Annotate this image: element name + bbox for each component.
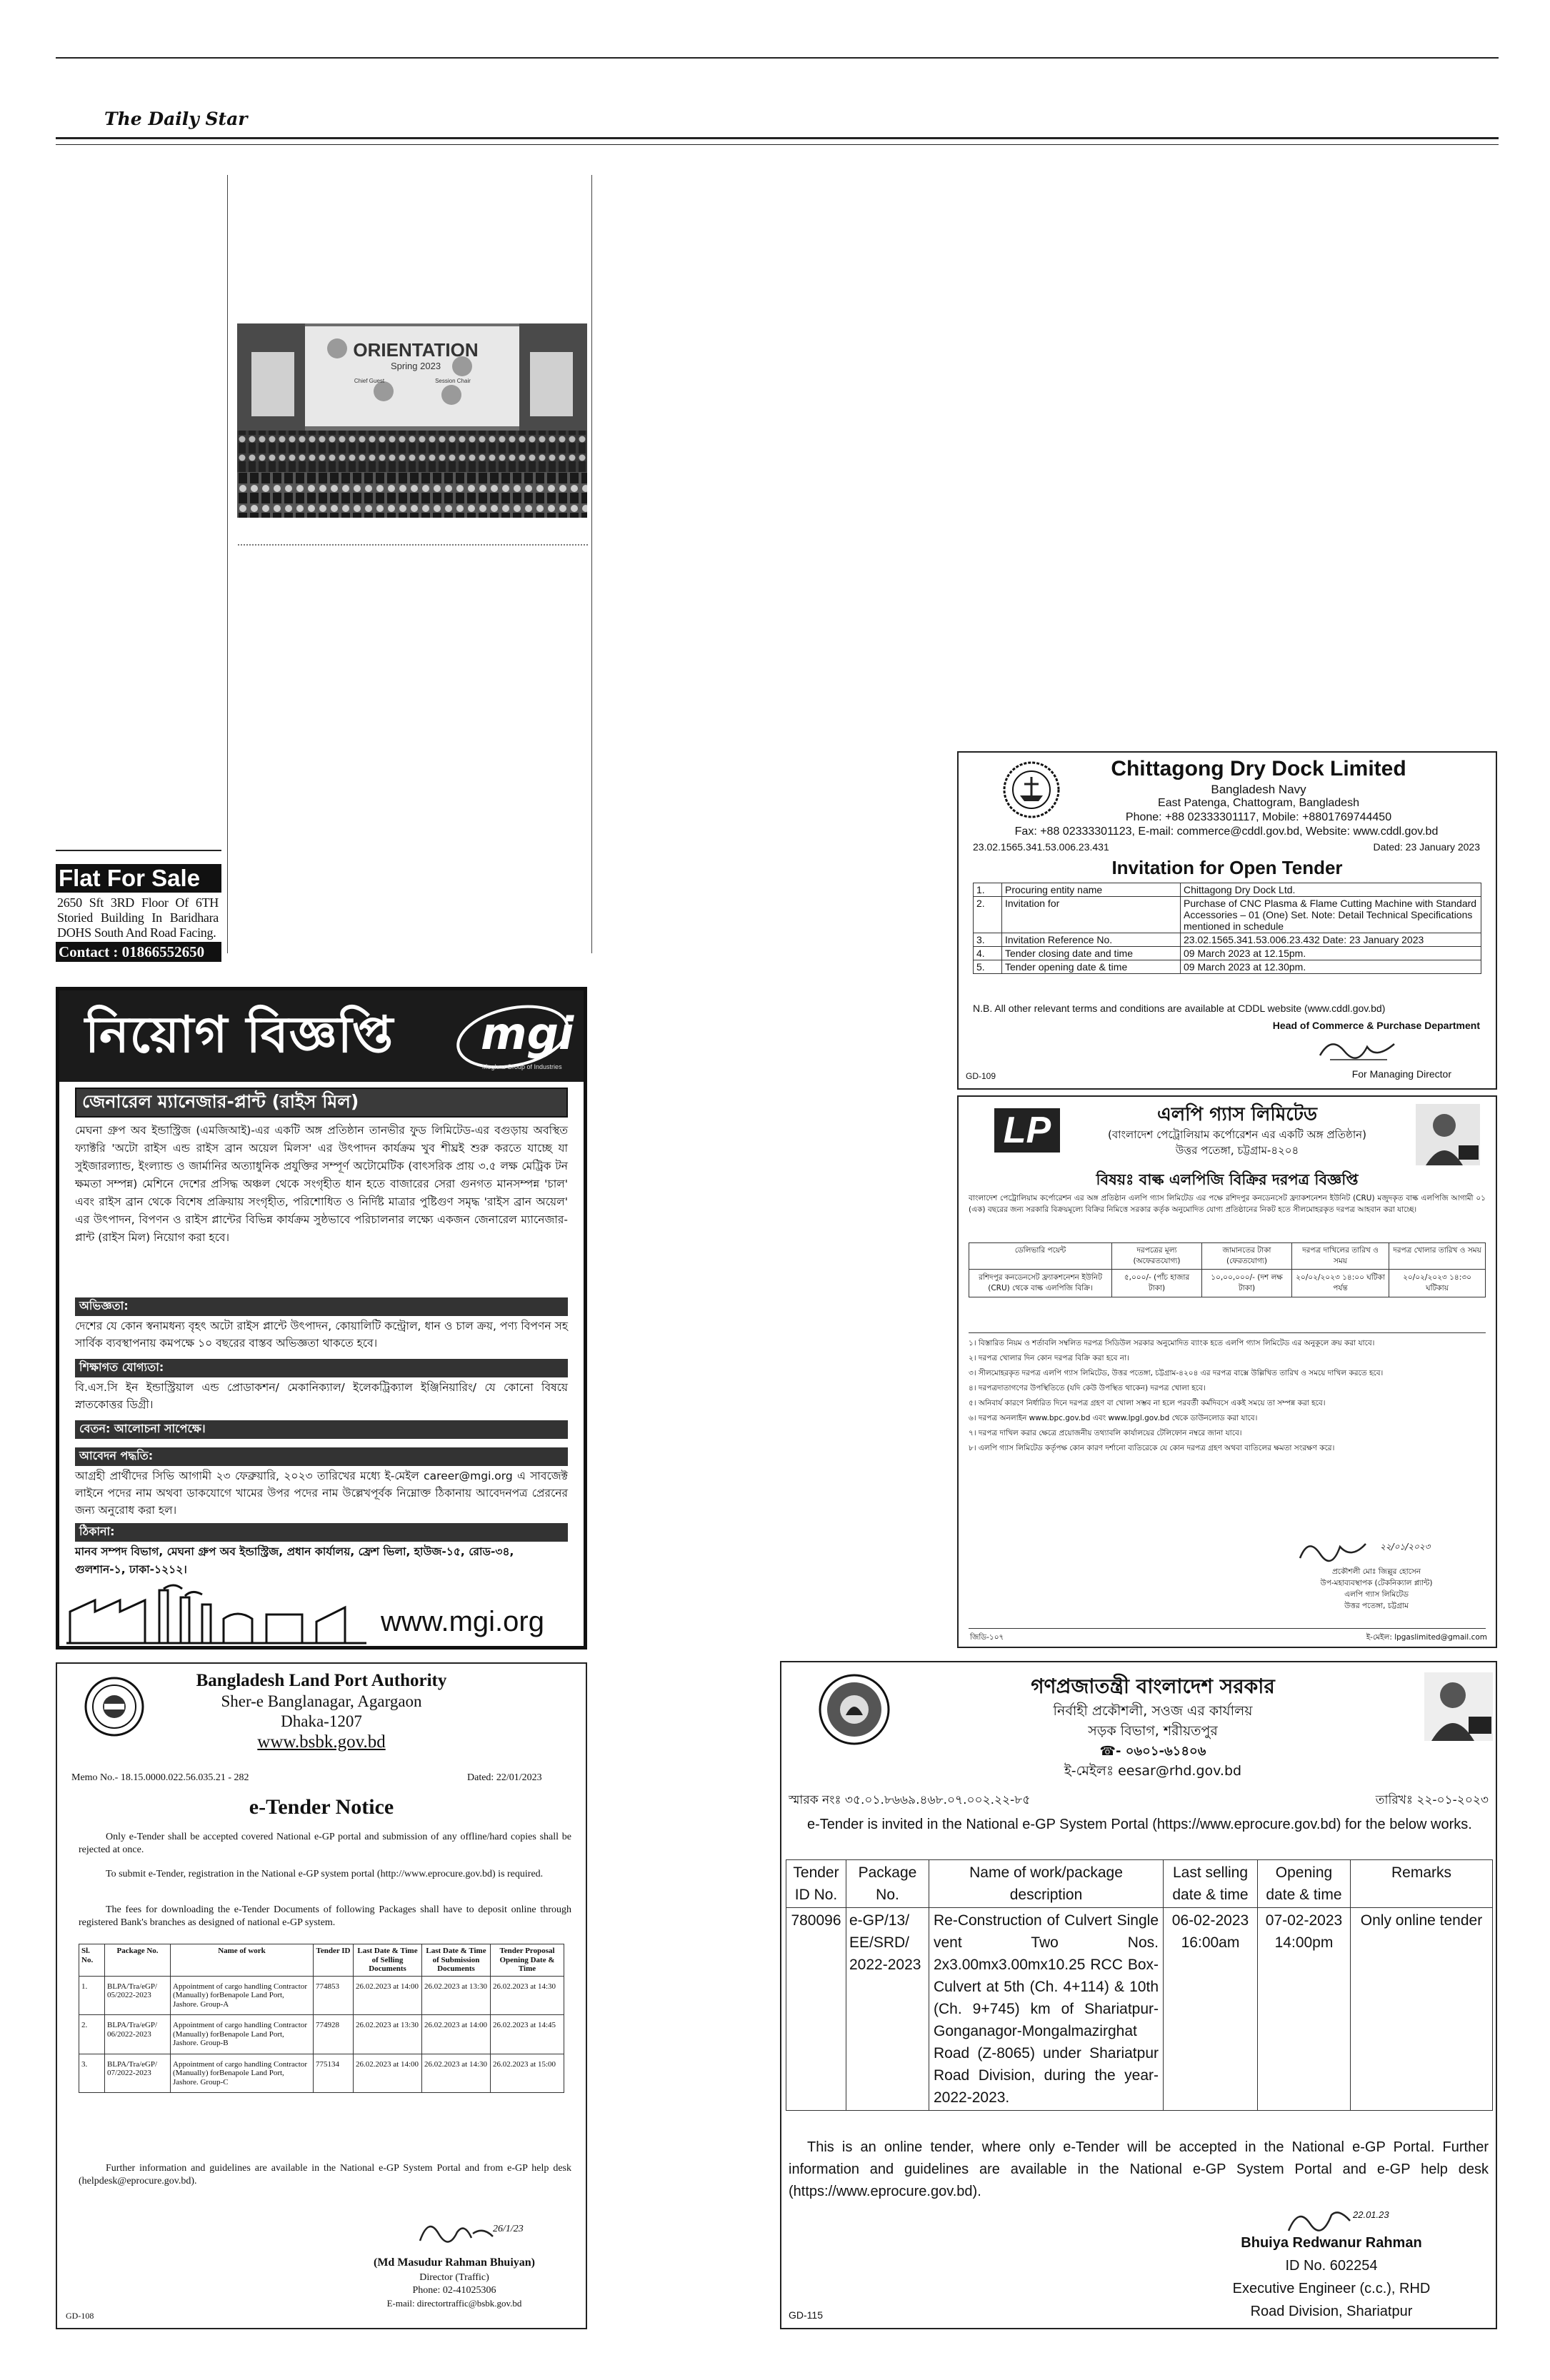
blpa-cell: BLPA/Tra/eGP/ 07/2022-2023 xyxy=(105,2054,171,2093)
blpa-cell: 26.02.2023 at 13:30 xyxy=(422,1976,491,2015)
lp-address: উত্তর পতেঙ্গা, চট্টগ্রাম-৪২০৪ xyxy=(1175,1144,1299,1157)
cddl-signatory-2: For Managing Director xyxy=(1351,1068,1451,1080)
mgi-education-title: শিক্ষাগত যোগ্যতা: xyxy=(75,1359,568,1377)
mgi-address-title: ঠিকানা: xyxy=(75,1523,568,1542)
blpa-signatory-name: (Md Masudur Rahman Bhuiyan) xyxy=(374,2256,535,2269)
blpa-th-submission: Last Date & Time of Submission Documents xyxy=(422,1944,491,1977)
mgi-position-title: জেনারেল ম্যানেজার-প্লান্ট (রাইস মিল) xyxy=(75,1088,568,1118)
rhd-th: Last selling date & time xyxy=(1164,1860,1258,1908)
blpa-email: E-mail: directortraffic@bsbk.gov.bd xyxy=(386,2298,522,2309)
blpa-th-selling: Last Date & Time of Selling Documents xyxy=(354,1944,422,1977)
table-row xyxy=(974,947,1481,960)
blpa-th-work: Name of work xyxy=(171,1944,314,1977)
mgi-headline: নিয়োগ বিজ্ঞপ্তি xyxy=(85,1005,394,1064)
rhd-table xyxy=(786,1859,1493,2111)
cddl-date: Dated: 23 January 2023 xyxy=(1373,841,1480,853)
blpa-cell: Appointment of cargo handling Contractor (Manually) forBenapole Land Port, Jashore. Group-A xyxy=(171,1976,314,2015)
mgi-job-ad xyxy=(56,987,587,1650)
rhd-th: Opening date & time xyxy=(1258,1860,1351,1908)
rhd-office: নির্বাহী প্রকৌশলী, সওজ এর কার্যালয় xyxy=(1053,1703,1253,1719)
lp-portrait-icon xyxy=(1416,1104,1480,1165)
flat-for-sale-ad xyxy=(56,850,221,978)
mgi-website: www.mgi.org xyxy=(381,1606,544,1637)
blpa-cell: 775134 xyxy=(314,2054,354,2093)
rhd-portrait-icon xyxy=(1424,1672,1493,1741)
cddl-org: Chittagong Dry Dock Limited xyxy=(1111,757,1406,780)
blpa-title: e-Tender Notice xyxy=(249,1795,394,1819)
table-row xyxy=(974,883,1481,897)
cddl-tender xyxy=(957,751,1497,1090)
rhd-cell: 07-02-2023 14:00pm xyxy=(1258,1908,1351,2111)
blpa-cell: Appointment of cargo handling Contractor (Manually) forBenapole Land Port, Jashore. Group-C xyxy=(171,2054,314,2093)
blpa-para1: Only e-Tender shall be accepted covered National e-GP portal and submission of any offline/hard copies shall be rejected at once. xyxy=(79,1832,571,1855)
blpa-cell: 774928 xyxy=(314,2015,354,2054)
table-row xyxy=(974,933,1481,947)
table-row xyxy=(969,1270,1486,1297)
rhd-footer: This is an online tender, where only e-Tender will be accepted in the National e-GP Portal. Further information and guidelines are available in the National e-GP System Portal and e-GP help desk (https://www.eprocure.gov.bd). xyxy=(789,2139,1489,2199)
lp-cell: ৫,০০০/- (পাঁচ হাজার টাকা) xyxy=(1112,1270,1202,1297)
lp-signatory-title-1: উপ-মহাব্যবস্থাপক (টেকনিক্যাল প্ল্যান্ট) xyxy=(1320,1579,1433,1587)
mgi-logo-sub: Meghna Group of Industries xyxy=(482,1063,562,1070)
orientation-season: Spring 2023 xyxy=(390,361,441,371)
masthead-rule-2 xyxy=(56,144,1499,145)
mgi-address-text: মানব সম্পদ বিভাগ, মেঘনা গ্রুপ অব ইন্ডাস্ট্রিজ, প্রধান কার্যালয়, ফ্রেশ ভিলা, হাউজ-১৫, রোড-৩৪, গুলশান-১, ঢাকা-১২১২। xyxy=(75,1545,514,1576)
rhd-th: Tender ID No. xyxy=(786,1860,846,1908)
cddl-title: Invitation for Open Tender xyxy=(1111,857,1343,878)
flat-ad-contact: Contact : 01866552650 xyxy=(56,942,221,962)
lp-cell: ২০/০২/২০২৩ ১৪:০০ ঘটিকা পর্যন্ত xyxy=(1292,1270,1389,1297)
rhd-th: Remarks xyxy=(1351,1860,1493,1908)
table-row xyxy=(974,960,1481,974)
blpa-date: Dated: 22/01/2023 xyxy=(467,1772,542,1783)
cddl-note: N.B. All other relevant terms and conditions are available at CDDL website (www.cddl.gov.bd) xyxy=(973,1003,1386,1014)
blpa-cell: 3. xyxy=(79,2054,105,2093)
dotted-separator xyxy=(238,544,588,546)
top-rule xyxy=(56,57,1499,59)
rhd-cell: Re-Construction of Culvert Single vent Two Nos. 2x3.00mx3.00mx10.25 RCC Box-Culvert at 5th (Ch. 4+114) & 10th (Ch. 9+745) km of Shariatpur-Gonganagor-Mongalmazirghat Road (Z-8065) under Shariatpur Road Division, during the year-2022-2023. xyxy=(929,1908,1164,2111)
blpa-cell: 26.02.2023 at 15:00 xyxy=(491,2054,564,2093)
blpa-addr1: Sher-e Banglanagar, Agargaon xyxy=(221,1692,422,1710)
blpa-para4: Further information and guidelines are available in the National e-GP System Portal and from e-GP help desk (helpdesk@eprocure.gov.bd). xyxy=(79,2163,571,2186)
rhd-signature-icon xyxy=(1281,2202,1360,2236)
rhd-signature-date: 22.01.23 xyxy=(1353,2209,1389,2220)
rhd-signatory-id: ID No. 602254 xyxy=(1285,2258,1378,2274)
lp-signature-icon xyxy=(1294,1534,1387,1567)
factory-icon xyxy=(66,1583,366,1645)
orientation-banner-text: ORIENTATION xyxy=(353,339,479,361)
orientation-photo xyxy=(237,323,587,518)
cddl-sub: Bangladesh Navy xyxy=(1211,783,1306,796)
blpa-para2: To submit e-Tender, registration in the National e-GP system portal (http://www.eprocure.gov.bd) is required. xyxy=(106,1869,544,1879)
blpa-phone: Phone: 02-41025306 xyxy=(412,2285,496,2296)
blpa-cell: 26.02.2023 at 14:30 xyxy=(491,1976,564,2015)
rhd-th: Package No. xyxy=(846,1860,929,1908)
blpa-cell: 2. xyxy=(79,2015,105,2054)
mgi-header xyxy=(59,990,584,1082)
lp-signatory-title-2: এলপি গ্যাস লিমিটেড xyxy=(1344,1590,1409,1599)
cddl-cell: Procuring entity name xyxy=(1002,883,1181,897)
lp-logo: LP xyxy=(994,1108,1060,1153)
mgi-intro: মেঘনা গ্রুপ অব ইন্ডাস্ট্রিজ (এমজিআই)-এর একটি অঙ্গ প্রতিষ্ঠান তানভীর ফুড লিমিটেড-এর বগুড়ায় অবস্থিত ফ্যাক্টরি 'অটো রাইস এন্ড রাইস ব্রান অয়েল মিলস' এর উৎপাদন কার্যক্রম খুব শীঘ্রই শুরু করতে যাচ্ছে যা সুইজারল্যান্ড, ইংল্যান্ড ও জার্মানির অত্যাধুনিক প্রযুক্তির সম্পূর্ণ অটোমেটিক (বাৎসরিক প্রায় ৩.৫ লক্ষ মেট্রিক টন ক্ষমতা সম্পন্ন) মেশিনে দেশের প্রসিদ্ধ অঞ্চল থেকে সংগৃহীত ধান হতে বাজারের সেরা গুনগত মানসম্পন্ন 'চাল' এবং রাইস ব্রান থেকে বিশেষ প্রক্রিয়ায় সংগৃহীত, পরিশোধিত ও নির্দিষ্ট মাত্রার পুষ্টিগুণ সমৃদ্ধ 'রাইস ব্রান অয়েল' এর উৎপাদন, বিপণন ও রাইস প্লান্টের বিভিন্ন কার্যক্রম সুষ্ঠভাবে পরিচালনার লক্ষ্যে একজন জেনারেল ম্যানেজার-প্লান্ট (রাইস মিল) নিয়োগ করা হবে। xyxy=(75,1124,568,1244)
mgi-salary: বেতন: আলোচনা সাপেক্ষে। xyxy=(75,1420,568,1439)
blpa-cell: BLPA/Tra/eGP/ 06/2022-2023 xyxy=(105,2015,171,2054)
cddl-signature-icon xyxy=(1316,1031,1401,1067)
rhd-th: Name of work/package description xyxy=(929,1860,1164,1908)
rhd-date: তারিখঃ ২২-০১-২০২৩ xyxy=(1375,1793,1489,1807)
mgi-experience-text: দেশের যে কোন স্বনামধন্য বৃহৎ অটো রাইস প্লান্টে উৎপাদন, কোয়ালিটি কন্ট্রোল, ধান ও চাল ক্রয়, পণ্য বিপণন সহ সার্বিক ব্যবস্থাপনায় কমপক্ষে ১০ বছরের বাস্তব অভিজ্ঞতা থাকতে হবে। xyxy=(75,1320,568,1350)
table-row xyxy=(974,897,1481,933)
cddl-cell: 1. xyxy=(974,883,1002,897)
mgi-education-text: বি.এস.সি ইন ইন্ডাস্ট্রিয়াল এন্ড প্রোডাকশন/ মেকানিক্যাল/ ইলেকট্রিক্যাল ইঞ্জিনিয়ারিং/ যে কোনো বিষয়ে স্নাতকোত্তর ডিগ্রী। xyxy=(75,1381,568,1411)
masthead-rule-1 xyxy=(56,137,1499,139)
lp-org: এলপি গ্যাস লিমিটেড xyxy=(1156,1104,1318,1125)
lp-table xyxy=(969,1242,1486,1297)
blpa-memo: Memo No.- 18.15.0000.022.56.035.21 - 282 xyxy=(71,1772,249,1783)
blpa-tender-notice xyxy=(56,1662,587,2329)
lp-th: ডেলিভারি পয়েন্ট xyxy=(969,1243,1112,1270)
cddl-cell: 23.02.1565.341.53.006.23.432 Date: 23 January 2023 xyxy=(1181,933,1481,947)
lp-code: জিডি-১০৭ xyxy=(970,1633,1004,1642)
mgi-logo: mgi xyxy=(481,1008,574,1060)
lp-table-header xyxy=(969,1243,1486,1270)
blpa-table-header xyxy=(79,1944,564,1977)
blpa-cell: 774853 xyxy=(314,1976,354,2015)
table-row xyxy=(786,1908,1493,2111)
lp-th: দরপত্র খোলার তারিখ ও সময় xyxy=(1389,1243,1486,1270)
rhd-cell: 06-02-2023 16:00am xyxy=(1164,1908,1258,2111)
column-rule-right xyxy=(591,175,592,953)
lp-cell: ১০,০০,০০০/- (দশ লক্ষ টাকা) xyxy=(1202,1270,1292,1297)
lp-signatory-name: প্রকৌশলী মোঃ জিল্লুর হোসেন xyxy=(1331,1567,1421,1576)
lp-cell: ২০/০২/২০২৩ ১৪:৩০ ঘটিকায় xyxy=(1389,1270,1486,1297)
cddl-cell: Tender closing date and time xyxy=(1002,947,1181,960)
cddl-signatory-1: Head of Commerce & Purchase Department xyxy=(1272,1020,1480,1031)
cddl-cell: 09 March 2023 at 12.15pm. xyxy=(1181,947,1481,960)
blpa-cell: BLPA/Tra/eGP/ 05/2022-2023 xyxy=(105,1976,171,2015)
rhd-code: GD-115 xyxy=(789,2309,823,2321)
list-item: ৭। দরপত্র দাখিল করার ক্ষেত্রে প্রয়োজনীয় তথ্যাবলি কার্যালয়ের টেলিফোন নম্বরে জানা যাবে। xyxy=(969,1429,1242,1437)
cddl-cell: Invitation for xyxy=(1002,897,1181,933)
blpa-code: GD-108 xyxy=(66,2311,94,2321)
cddl-cell: Tender opening date & time xyxy=(1002,960,1181,974)
rhd-tender xyxy=(780,1661,1497,2329)
rhd-cell: 780096 xyxy=(786,1908,846,2111)
blpa-signature-date: 26/1/23 xyxy=(493,2224,524,2234)
blpa-th-package: Package No. xyxy=(105,1944,171,1977)
flat-ad-title: Flat For Sale xyxy=(56,864,221,893)
cddl-code: GD-109 xyxy=(966,1071,996,1081)
cddl-phone: Phone: +88 02333301117, Mobile: +8801769744450 xyxy=(1125,811,1392,823)
masthead-logo: The Daily Star xyxy=(104,109,248,129)
list-item: ২। দরপত্র খোলার দিন কোন দরপত্র বিক্রি করা হবে না। xyxy=(969,1354,1129,1362)
blpa-para3: The fees for downloading the e-Tender Documents of following Packages shall have to deposit online through registered Bank's branches as designed of national e-GP system. xyxy=(79,1904,571,1928)
table-row xyxy=(79,1976,564,2015)
cddl-cell: 3. xyxy=(974,933,1002,947)
table-row xyxy=(79,2054,564,2093)
column-rule-left xyxy=(227,175,228,953)
rhd-email: ই-মেইলঃ eesar@rhd.gov.bd xyxy=(1064,1763,1242,1779)
cddl-cell: 4. xyxy=(974,947,1002,960)
government-emblem-icon xyxy=(817,1672,891,1747)
blpa-cell: Appointment of cargo handling Contractor (Manually) forBenapole Land Port, Jashore. Group-B xyxy=(171,2015,314,2054)
rhd-signatory-title: Executive Engineer (c.c.), RHD xyxy=(1232,2281,1431,2296)
blpa-website[interactable]: www.bsbk.gov.bd xyxy=(257,1732,386,1752)
lp-th: জামানতের টাকা (ফেরতযোগ্য) xyxy=(1202,1243,1292,1270)
rhd-signatory-name: Bhuiya Redwanur Rahman xyxy=(1241,2235,1422,2251)
rhd-division: সড়ক বিভাগ, শরীয়তপুর xyxy=(1088,1723,1218,1739)
list-item: ৪। দরপত্রদাতাগণের উপস্থিতিতে (যদি কেউ উপস্থিত থাকেন) দরপত্র খোলা হবে। xyxy=(969,1384,1206,1392)
list-item: ৫। অনিবার্য কারণে নির্ধারিত দিনে দরপত্র গ্রহণ বা খোলা সম্ভব না হলে পরবর্তী কর্মদিবসে একই সময়ে তা সম্পন্ন করা হবে। xyxy=(969,1399,1326,1407)
rhd-memo: স্মারক নংঃ ৩৫.০১.৮৬৬৯.৪৬৮.০৭.০০২.২২-৮৫ xyxy=(789,1793,1031,1807)
blpa-table xyxy=(79,1944,564,2093)
cddl-cell: Purchase of CNC Plasma & Flame Cutting Machine with Standard Accessories – 01 (One) Set. Note: Detail Technical Specifications mentioned in schedule xyxy=(1181,897,1481,933)
blpa-org: Bangladesh Land Port Authority xyxy=(196,1671,447,1690)
cddl-cell: Invitation Reference No. xyxy=(1002,933,1181,947)
list-item: ৩। সীলমোহরকৃত দরপত্র এলপি গ্যাস লিমিটেড, উত্তর পতেঙ্গা, চট্টগ্রাম-৪২০৪ এর দরপত্র বাক্সে উল্লিখিত তারিখ ও সময়ে দাখিল করতে হবে। xyxy=(969,1369,1384,1377)
rhd-title: গণপ্রজাতন্ত্রী বাংলাদেশ সরকার xyxy=(1031,1674,1275,1698)
blpa-cell: 26.02.2023 at 14:00 xyxy=(422,2015,491,2054)
cddl-fax: Fax: +88 02333301123, E-mail: commerce@cddl.gov.bd, Website: www.cddl.gov.bd xyxy=(1014,825,1439,838)
lp-gas-tender xyxy=(957,1095,1497,1648)
table-row xyxy=(79,2015,564,2054)
blpa-addr2: Dhaka-1207 xyxy=(281,1712,362,1730)
lp-th: দরপত্রের মূল্য (অফেরতযোগ্য) xyxy=(1112,1243,1202,1270)
lp-signature-date: ২২/০১/২০২৩ xyxy=(1380,1542,1431,1552)
lp-cell: রশিদপুর কনডেনসেট ফ্র্যাকশনেশন ইউনিট (CRU) থেকে বাল্ক এলপিজি বিক্রি। xyxy=(969,1270,1112,1297)
blpa-cell: 26.02.2023 at 14:45 xyxy=(491,2015,564,2054)
lp-title: বিষয়ঃ বাল্ক এলপিজি বিক্রির দরপত্র বিজ্ঞপ্তি xyxy=(1096,1171,1359,1188)
cddl-cell: Chittagong Dry Dock Ltd. xyxy=(1181,883,1481,897)
list-item: ৬। দরপত্র অনলাইন www.bpc.gov.bd এবং www.lpgl.gov.bd থেকে ডাউনলোড করা যাবে। xyxy=(969,1414,1258,1422)
rhd-intro: e-Tender is invited in the National e-GP System Portal (https://www.eprocure.gov.bd) for the below works. xyxy=(807,1817,1472,1832)
cddl-cell: 5. xyxy=(974,960,1002,974)
cddl-ref: 23.02.1565.341.53.006.23.431 xyxy=(973,841,1109,853)
flat-ad-body: 2650 Sft 3RD Floor Of 6TH Storied Building In Baridhara DOHS South And Road Facing. xyxy=(57,895,219,940)
blpa-th-tender-id: Tender ID xyxy=(314,1944,354,1977)
lp-intro: বাংলাদেশ পেট্রোলিয়াম কর্পোরেশন এর অঙ্গ প্রতিষ্ঠান এলপি গ্যাস লিমিটেড এর পক্ষে রশিদপুর কনডেনসেট ফ্র্যাকশনেশন ইউনিট (CRU) মজুদকৃত বাল্ক এলপিজি আগামী ০১ (এক) বছরের জন্য সরকারি বিক্রয়মূল্যে বিক্রির নিমিত্তে সরকার কর্তৃক অনুমোদিত যোগ্য প্রতিষ্ঠানের নিকট হতে সীলমোহরকৃত দরপত্র আহবান করা যাচ্ছে। xyxy=(969,1194,1486,1214)
blpa-cell: 26.02.2023 at 14:00 xyxy=(354,2054,422,2093)
rhd-cell: Only online tender xyxy=(1351,1908,1493,2111)
chief-guest-label: Chief Guest xyxy=(354,378,385,384)
blpa-signatory-title: Director (Traffic) xyxy=(419,2272,489,2283)
mgi-experience-title: অভিজ্ঞতা: xyxy=(75,1297,568,1316)
rhd-phone: ☎- ০৬০১-৬১৪০৬ xyxy=(1099,1744,1206,1759)
rhd-signatory-division: Road Division, Shariatpur xyxy=(1250,2304,1413,2319)
list-item: ১। বিস্তারিত নিয়ম ও শর্তাবলি সম্বলিত দরপত্র সিডিউল সরকার অনুমোদিত ব্যাংক হতে এলপি গ্যাস লিমিটেড এর অনুকূলে ক্রয় করা যাবে। xyxy=(969,1339,1375,1347)
blpa-cell: 26.02.2023 at 14:30 xyxy=(422,2054,491,2093)
rhd-table-header xyxy=(786,1860,1493,1908)
blpa-th-sl: Sl. No. xyxy=(79,1944,105,1977)
blpa-cell: 1. xyxy=(79,1976,105,2015)
lp-sub: (বাংলাদেশ পেট্রোলিয়াম কর্পোরেশন এর একটি অঙ্গ প্রতিষ্ঠান) xyxy=(1107,1128,1366,1141)
lp-email: ই-মেইল: lpgaslimited@gmail.com xyxy=(1366,1633,1487,1642)
cddl-cell: 09 March 2023 at 12.30pm. xyxy=(1181,960,1481,974)
blpa-th-opening: Tender Proposal Opening Date & Time xyxy=(491,1944,564,1977)
blpa-cell: 26.02.2023 at 13:30 xyxy=(354,2015,422,2054)
lp-th: দরপত্র দাখিলের তারিখ ও সময় xyxy=(1292,1243,1389,1270)
list-item: ৮। এলপি গ্যাস লিমিটেড কর্তৃপক্ষ কোন কারণ দর্শানো ব্যতিরেকে যে কোন দরপত্র গ্রহণ অথবা বাতিলের ক্ষমতা সংরক্ষণ করে। xyxy=(969,1444,1335,1452)
lp-terms xyxy=(969,1332,1486,1456)
mgi-apply-title: আবেদন পদ্ধতি: xyxy=(75,1447,568,1466)
cddl-address: East Patenga, Chattogram, Bangladesh xyxy=(1158,797,1359,809)
blpa-cell: 26.02.2023 at 14:00 xyxy=(354,1976,422,2015)
cddl-cell: 2. xyxy=(974,897,1002,933)
lp-signatory-title-3: উত্তর পতেঙ্গা, চট্টগ্রাম xyxy=(1344,1602,1409,1610)
rhd-cell: e-GP/13/ EE/SRD/ 2022-2023 xyxy=(846,1908,929,2111)
cddl-table xyxy=(973,883,1481,974)
mgi-apply-text: আগ্রহী প্রার্থীদের সিভি আগামী ২৩ ফেব্রুয়ারি, ২০২৩ তারিখের মধ্যে ই-মেইল career@mgi.org এ সাবজেক্ট লাইনে পদের নাম অথবা ডাকযোগে খামের উপর পদের নাম উল্লেখপূর্বক নিম্নোক্ত ঠিকানায় আবেদনপত্র প্রেরনের জন্য অনুরোধ করা হল। xyxy=(75,1470,568,1517)
session-chair-label: Session Chair xyxy=(435,378,471,384)
lp-footer-rule xyxy=(969,1628,1486,1629)
